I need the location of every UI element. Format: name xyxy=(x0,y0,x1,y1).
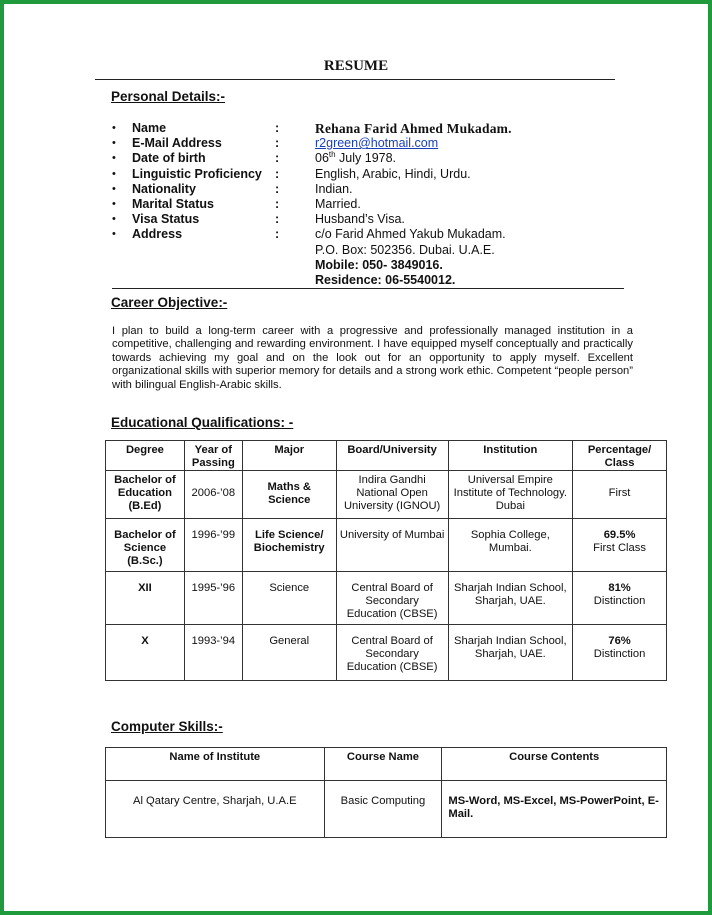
major-cell: General xyxy=(242,625,336,681)
major-cell: Science xyxy=(242,572,336,625)
detail-value-marital: Married. xyxy=(315,196,361,211)
year-cell: 1995-’96 xyxy=(184,572,242,625)
page-frame xyxy=(4,4,708,911)
address-residence: Residence: 06-5540012. xyxy=(315,272,456,287)
detail-label: Date of birth xyxy=(132,151,206,166)
detail-colon: : xyxy=(275,212,280,227)
table-header-row xyxy=(106,441,667,471)
detail-colon: : xyxy=(275,136,280,151)
resume-page xyxy=(4,4,708,911)
detail-colon: : xyxy=(275,181,280,196)
detail-colon: : xyxy=(275,121,280,135)
institution-cell: Universal Empire Institute of Technology. Dubai xyxy=(448,471,573,519)
major-cell: Maths & Science xyxy=(242,471,336,519)
detail-label: E-Mail Address xyxy=(132,136,222,151)
table-row xyxy=(106,625,667,681)
year-cell: 2006-’08 xyxy=(184,471,242,519)
table-row xyxy=(106,781,667,838)
bullet: • xyxy=(112,122,116,134)
bullet: • xyxy=(112,228,116,241)
table-row xyxy=(106,519,667,572)
computer-skills-table xyxy=(105,747,667,838)
detail-label: Linguistic Proficiency xyxy=(132,166,262,181)
detail-label: Name xyxy=(132,121,167,135)
board-cell: Central Board of Secondary Education (CBSE) xyxy=(336,572,448,625)
board-cell: Indira Gandhi National Open University (IGNOU) xyxy=(336,471,448,519)
detail-label: Nationality xyxy=(132,181,196,196)
detail-value-dob: 06th July 1978. xyxy=(315,150,397,166)
column-header: Year of Passing xyxy=(184,441,242,471)
institution-cell: Sophia College, Mumbai. xyxy=(448,519,573,572)
detail-value-visa: Husband’s Visa. xyxy=(315,212,405,227)
column-header: Course Contents xyxy=(442,748,667,781)
detail-value-nationality: Indian. xyxy=(315,181,353,196)
bullet: • xyxy=(112,152,116,165)
institute-cell: Al Qatary Centre, Sharjah, U.A.E xyxy=(106,781,325,838)
detail-value-languages: English, Arabic, Hindi, Urdu. xyxy=(315,166,471,181)
degree-cell: Bachelor of Education (B.Ed) xyxy=(106,471,185,519)
institution-cell: Sharjah Indian School, Sharjah, UAE. xyxy=(448,625,573,681)
resume-title: RESUME xyxy=(323,58,389,74)
percentage-cell: First xyxy=(573,471,667,519)
board-cell: Central Board of Secondary Education (CBSE) xyxy=(336,625,448,681)
column-header: Board/University xyxy=(336,441,448,471)
year-cell: 1993-’94 xyxy=(184,625,242,681)
personal-details-heading: Personal Details:- xyxy=(111,89,226,104)
detail-label: Address xyxy=(132,227,183,242)
course-name-cell: Basic Computing xyxy=(324,781,442,838)
percentage-cell: 76% Distinction xyxy=(573,625,667,681)
detail-colon: : xyxy=(275,151,280,166)
address-mobile: Mobile: 050- 3849016. xyxy=(315,257,443,272)
career-objective-heading: Career Objective:- xyxy=(111,295,228,310)
bullet: • xyxy=(112,167,116,180)
table-row xyxy=(106,572,667,625)
table-header-row xyxy=(106,748,667,781)
detail-value-address: c/o Farid Ahmed Yakub Mukadam. xyxy=(315,227,506,242)
detail-value-name: Rehana Farid Ahmed Mukadam. xyxy=(315,121,512,136)
course-contents-cell: MS-Word, MS-Excel, MS-PowerPoint, E-Mail. xyxy=(442,781,667,838)
degree-cell: X xyxy=(106,625,185,681)
column-header: Institution xyxy=(448,441,573,471)
bullet: • xyxy=(112,213,116,226)
percentage-cell: 81% Distinction xyxy=(573,572,667,625)
bullet: • xyxy=(112,182,116,195)
email-link[interactable]: r2green@hotmail.com xyxy=(315,136,439,151)
detail-colon: : xyxy=(275,196,280,211)
title-rule xyxy=(95,79,615,80)
institution-cell: Sharjah Indian School, Sharjah, UAE. xyxy=(448,572,573,625)
table-row xyxy=(106,471,667,519)
column-header: Degree xyxy=(106,441,185,471)
percentage-cell: 69.5% First Class xyxy=(573,519,667,572)
section-rule xyxy=(112,288,624,289)
degree-cell: XII xyxy=(106,572,185,625)
major-cell: Life Science/ Biochemistry xyxy=(242,519,336,572)
bullet: • xyxy=(112,197,116,210)
detail-label: Visa Status xyxy=(132,212,200,227)
address-po-box: P.O. Box: 502356. Dubai. U.A.E. xyxy=(315,242,495,257)
computer-skills-heading: Computer Skills:- xyxy=(111,719,223,734)
board-cell: University of Mumbai xyxy=(336,519,448,572)
detail-colon: : xyxy=(275,166,280,181)
column-header: Percentage/ Class xyxy=(573,441,667,471)
bullet: • xyxy=(112,137,116,150)
column-header: Major xyxy=(242,441,336,471)
education-heading: Educational Qualifications: - xyxy=(111,415,294,430)
column-header: Course Name xyxy=(324,748,442,781)
career-objective-text: I plan to build a long-term career with a progressive and professionally managed institution in a competitive, challenging and rewarding environment. I have equipped myself conceptually and practically towards achieving my goal and on the look out for an opportunity to apply myself. Excellent organizational skills with superior memory for details and a strong work ethic. Competent “people person” with bilingual English-Arabic skills. xyxy=(112,325,633,391)
year-cell: 1996-’99 xyxy=(184,519,242,572)
detail-label: Marital Status xyxy=(132,196,214,211)
detail-colon: : xyxy=(275,227,280,242)
education-table xyxy=(105,440,667,681)
degree-cell: Bachelor of Science (B.Sc.) xyxy=(106,519,185,572)
column-header: Name of Institute xyxy=(106,748,325,781)
